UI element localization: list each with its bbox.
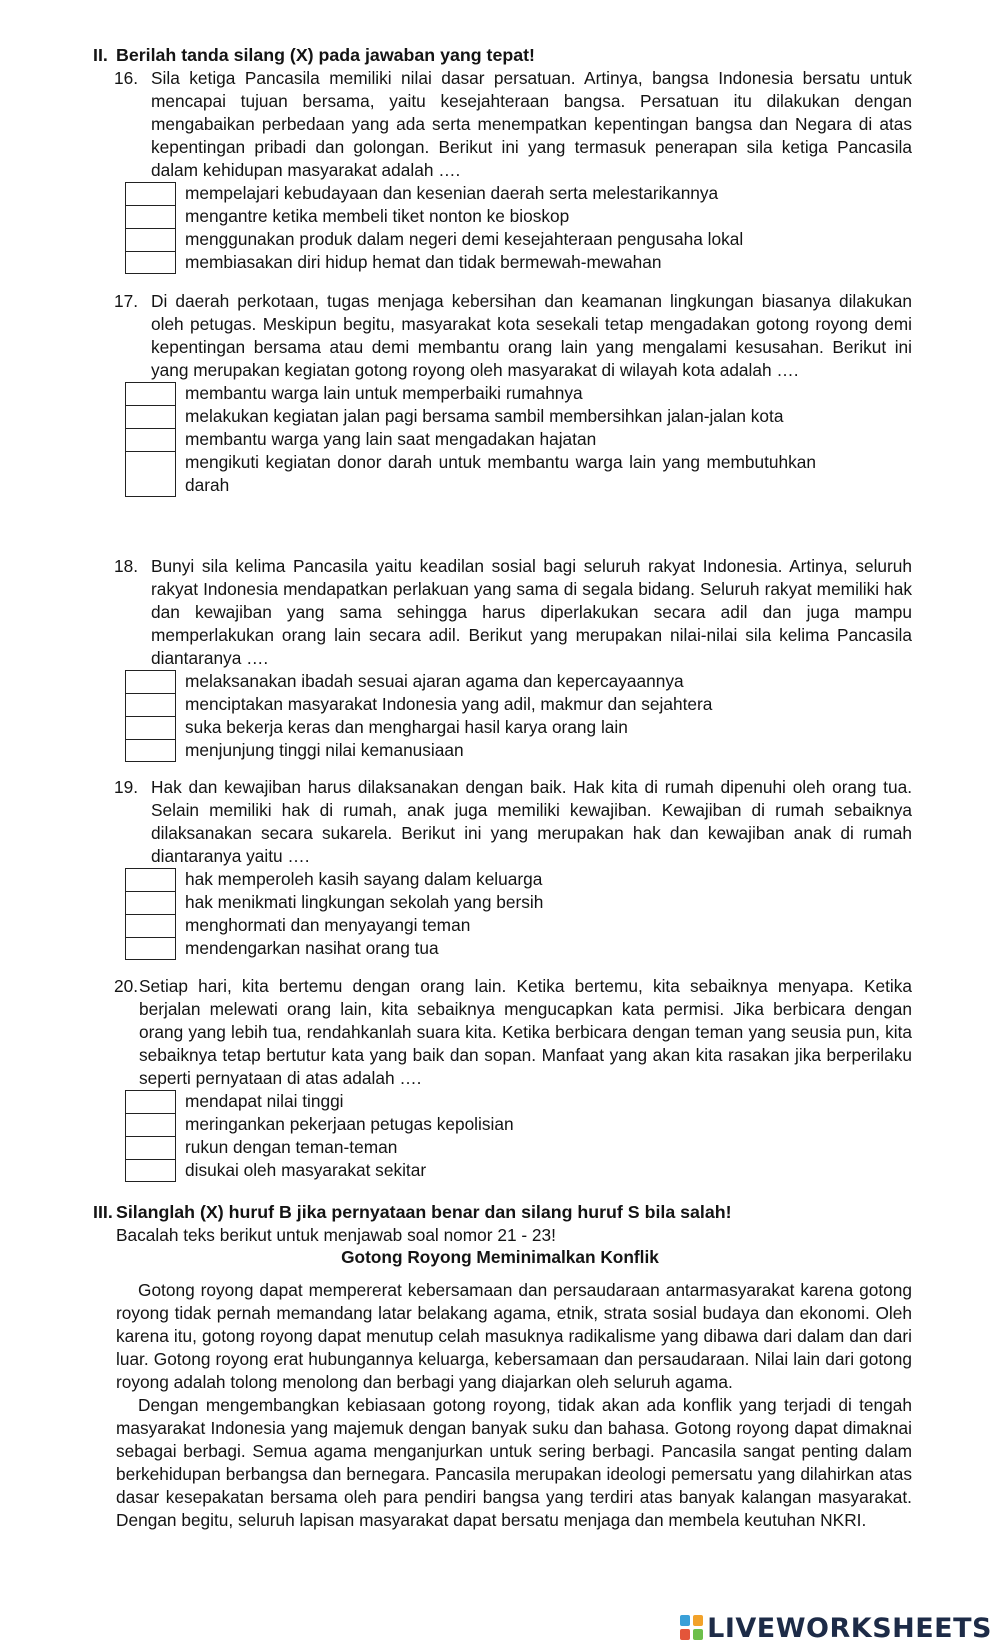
answer-option: menggunakan produk dalam negeri demi kesejahteraan pengusaha lokal	[125, 228, 912, 251]
answer-option: rukun dengan teman-teman	[125, 1136, 912, 1159]
answer-option: mendapat nilai tinggi	[125, 1090, 912, 1113]
question-number: 18.	[114, 556, 139, 576]
answer-checkbox[interactable]	[125, 382, 176, 405]
answer-option: membantu warga lain untuk memperbaiki rumahnya	[125, 382, 912, 405]
answer-checkbox[interactable]	[125, 228, 176, 251]
answer-checkbox[interactable]	[125, 1090, 176, 1113]
question-number: 20.	[114, 976, 139, 996]
reading-instruction: Bacalah teks berikut untuk menjawab soal nomor 21 - 23!	[116, 1225, 556, 1245]
passage-title: Gotong Royong Meminimalkan Konflik	[341, 1247, 659, 1267]
question-18-options	[114, 670, 912, 762]
question-16-text: 16. Sila ketiga Pancasila memiliki nilai dasar persatuan. Artinya, bangsa Indonesia bersatu untuk mencapai tujuan bersama, yaitu kesejahteraan bangsa. Persatuan itu dilakukan dengan mengabaikan perbedaan yang ada serta menempatkan kepentingan bangsa dan Negara di atas kepentingan pribadi dan golongan. Berikut ini yang termasuk penerapan sila ketiga Pancasila dalam kehidupan masyarakat adalah ….	[114, 68, 912, 180]
question-number: 16.	[114, 68, 139, 88]
answer-checkbox[interactable]	[125, 693, 176, 716]
question-20-options	[114, 1090, 912, 1182]
question-number: 19.	[114, 777, 139, 797]
question-18-text: 18. Bunyi sila kelima Pancasila yaitu keadilan sosial bagi seluruh rakyat Indonesia. Artinya, seluruh rakyat Indonesia mendapatkan perlakuan yang sama di segala bidang. Seluruh rakyat memiliki hak dan kewajiban yang sama sehingga harus diperlakukan secara adil dan juga mampu memperlakukan orang lain secara adil. Berikut yang merupakan nilai-nilai sila kelima Pancasila diantaranya ….	[114, 556, 912, 668]
passage-paragraph: Gotong royong dapat mempererat kebersamaan dan persaudaraan antarmasyarakat karena gotong royong tidak pernah memandang latar belakang agama, etnik, strata sosial budaya dan ekonomi. Oleh karena itu, gotong royong dapat menutup celah masuknya radikalisme yang dibawa dari dalam dan dari luar. Gotong royong erat hubungannya keluarga, kebersamaan dan persaudaraan. Nilai lain dari gotong royong adalah tolong menolong dan berbagi yang diajarkan oleh seluruh agama.	[116, 1280, 912, 1392]
liveworksheets-logo	[680, 1612, 992, 1644]
question-19-text: 19. Hak dan kewajiban harus dilaksanakan dengan baik. Hak kita di rumah dipenuhi oleh orang tua. Selain memiliki hak di rumah, anak juga memiliki kewajiban. Kewajiban di rumah sebaiknya dilaksanakan secara sukarela. Berikut ini yang merupakan hak dan kewajiban anak di rumah diantaranya yaitu ….	[114, 777, 912, 866]
question-16-options	[114, 182, 912, 274]
answer-option: membantu warga yang lain saat mengadakan hajatan	[125, 428, 912, 451]
answer-checkbox[interactable]	[125, 451, 176, 497]
answer-checkbox[interactable]	[125, 428, 176, 451]
section-2-number: II.	[93, 45, 108, 65]
answer-checkbox[interactable]	[125, 739, 176, 762]
answer-checkbox[interactable]	[125, 1159, 176, 1182]
answer-checkbox[interactable]	[125, 937, 176, 960]
answer-option: mendengarkan nasihat orang tua	[125, 937, 912, 960]
answer-option: suka bekerja keras dan menghargai hasil karya orang lain	[125, 716, 912, 739]
answer-option: disukai oleh masyarakat sekitar	[125, 1159, 912, 1182]
answer-option: mengikuti kegiatan donor darah untuk membantu warga lain yang membutuhkan darah	[125, 451, 912, 497]
question-17-options	[114, 382, 912, 497]
liveworksheets-logo-icon	[680, 1615, 704, 1641]
answer-option: menghormati dan menyayangi teman	[125, 914, 912, 937]
answer-checkbox[interactable]	[125, 1136, 176, 1159]
question-19-options	[114, 868, 912, 960]
section-3-heading	[93, 1201, 732, 1224]
question-number: 17.	[114, 291, 139, 311]
answer-option: melaksanakan ibadah sesuai ajaran agama dan kepercayaannya	[125, 670, 912, 693]
answer-option: mempelajari kebudayaan dan kesenian daerah serta melestarikannya	[125, 182, 912, 205]
answer-option: membiasakan diri hidup hemat dan tidak bermewah-mewahan	[125, 251, 912, 274]
section-2-instruction: Berilah tanda silang (X) pada jawaban yang tepat!	[116, 45, 535, 65]
answer-checkbox[interactable]	[125, 182, 176, 205]
answer-option: menciptakan masyarakat Indonesia yang adil, makmur dan sejahtera	[125, 693, 912, 716]
answer-option: melakukan kegiatan jalan pagi bersama sambil membersihkan jalan-jalan kota	[125, 405, 912, 428]
reading-passage	[116, 1279, 912, 1532]
answer-checkbox[interactable]	[125, 914, 176, 937]
question-17	[114, 290, 912, 497]
answer-checkbox[interactable]	[125, 670, 176, 693]
answer-option: hak menikmati lingkungan sekolah yang bersih	[125, 891, 912, 914]
answer-checkbox[interactable]	[125, 716, 176, 739]
answer-option: mengantre ketika membeli tiket nonton ke bioskop	[125, 205, 912, 228]
answer-option: menjunjung tinggi nilai kemanusiaan	[125, 739, 912, 762]
section-2-heading	[93, 44, 535, 67]
answer-checkbox[interactable]	[125, 405, 176, 428]
question-19	[114, 776, 912, 960]
answer-checkbox[interactable]	[125, 891, 176, 914]
answer-option: meringankan pekerjaan petugas kepolisian	[125, 1113, 912, 1136]
question-18	[114, 555, 912, 762]
passage-paragraph: Dengan mengembangkan kebiasaan gotong royong, tidak akan ada konflik yang terjadi di tengah masyarakat Indonesia yang majemuk dengan banyak suku dan bahasa. Gotong royong dapat dimaknai sebagai berbagi. Semua agama menganjurkan untuk sering berbagi. Pancasila sangat penting dalam berkehidupan berbangsa dan bernegara. Pancasila merupakan ideologi pemersatu yang dilahirkan atas dasar kesepakatan bersama oleh para pendiri bangsa yang terdiri atas banyak kalangan masyarakat. Dengan begitu, seluruh lapisan masyarakat dapat bersatu menjaga dan membela keutuhan NKRI.	[116, 1395, 912, 1530]
question-20-text: 20.Setiap hari, kita bertemu dengan orang lain. Ketika bertemu, kita sebaiknya menyapa. Ketika berjalan melewati orang lain, kita sebaiknya mengucapkan kata permisi. Jika berbicara dengan orang yang lebih tua, rendahkanlah suara kita. Ketika berbicara dengan teman yang seusia pun, kita sebaiknya tetap bertutur kata yang baik dan sopan. Manfaat yang akan kita rasakan jika berperilaku seperti pernyataan di atas adalah ….	[114, 976, 912, 1088]
answer-checkbox[interactable]	[125, 251, 176, 274]
section-3-number: III.	[93, 1202, 113, 1222]
question-16	[114, 67, 912, 274]
answer-checkbox[interactable]	[125, 205, 176, 228]
logo-text: LIVEWORKSHEETS	[707, 1612, 992, 1644]
question-20	[114, 975, 912, 1182]
answer-checkbox[interactable]	[125, 868, 176, 891]
question-17-text: 17. Di daerah perkotaan, tugas menjaga kebersihan dan keamanan lingkungan biasanya dilakukan oleh petugas. Meskipun begitu, masyarakat kota sesekali tetap mengadakan gotong royong demi kepentingan bersama atau demi membantu orang lain yang mengalami kesusahan. Berikut ini yang merupakan kegiatan gotong royong oleh masyarakat di wilayah kota adalah ….	[114, 291, 912, 380]
answer-checkbox[interactable]	[125, 1113, 176, 1136]
answer-option: hak memperoleh kasih sayang dalam keluarga	[125, 868, 912, 891]
section-3-instruction: Silanglah (X) huruf B jika pernyataan benar dan silang huruf S bila salah!	[116, 1202, 732, 1222]
